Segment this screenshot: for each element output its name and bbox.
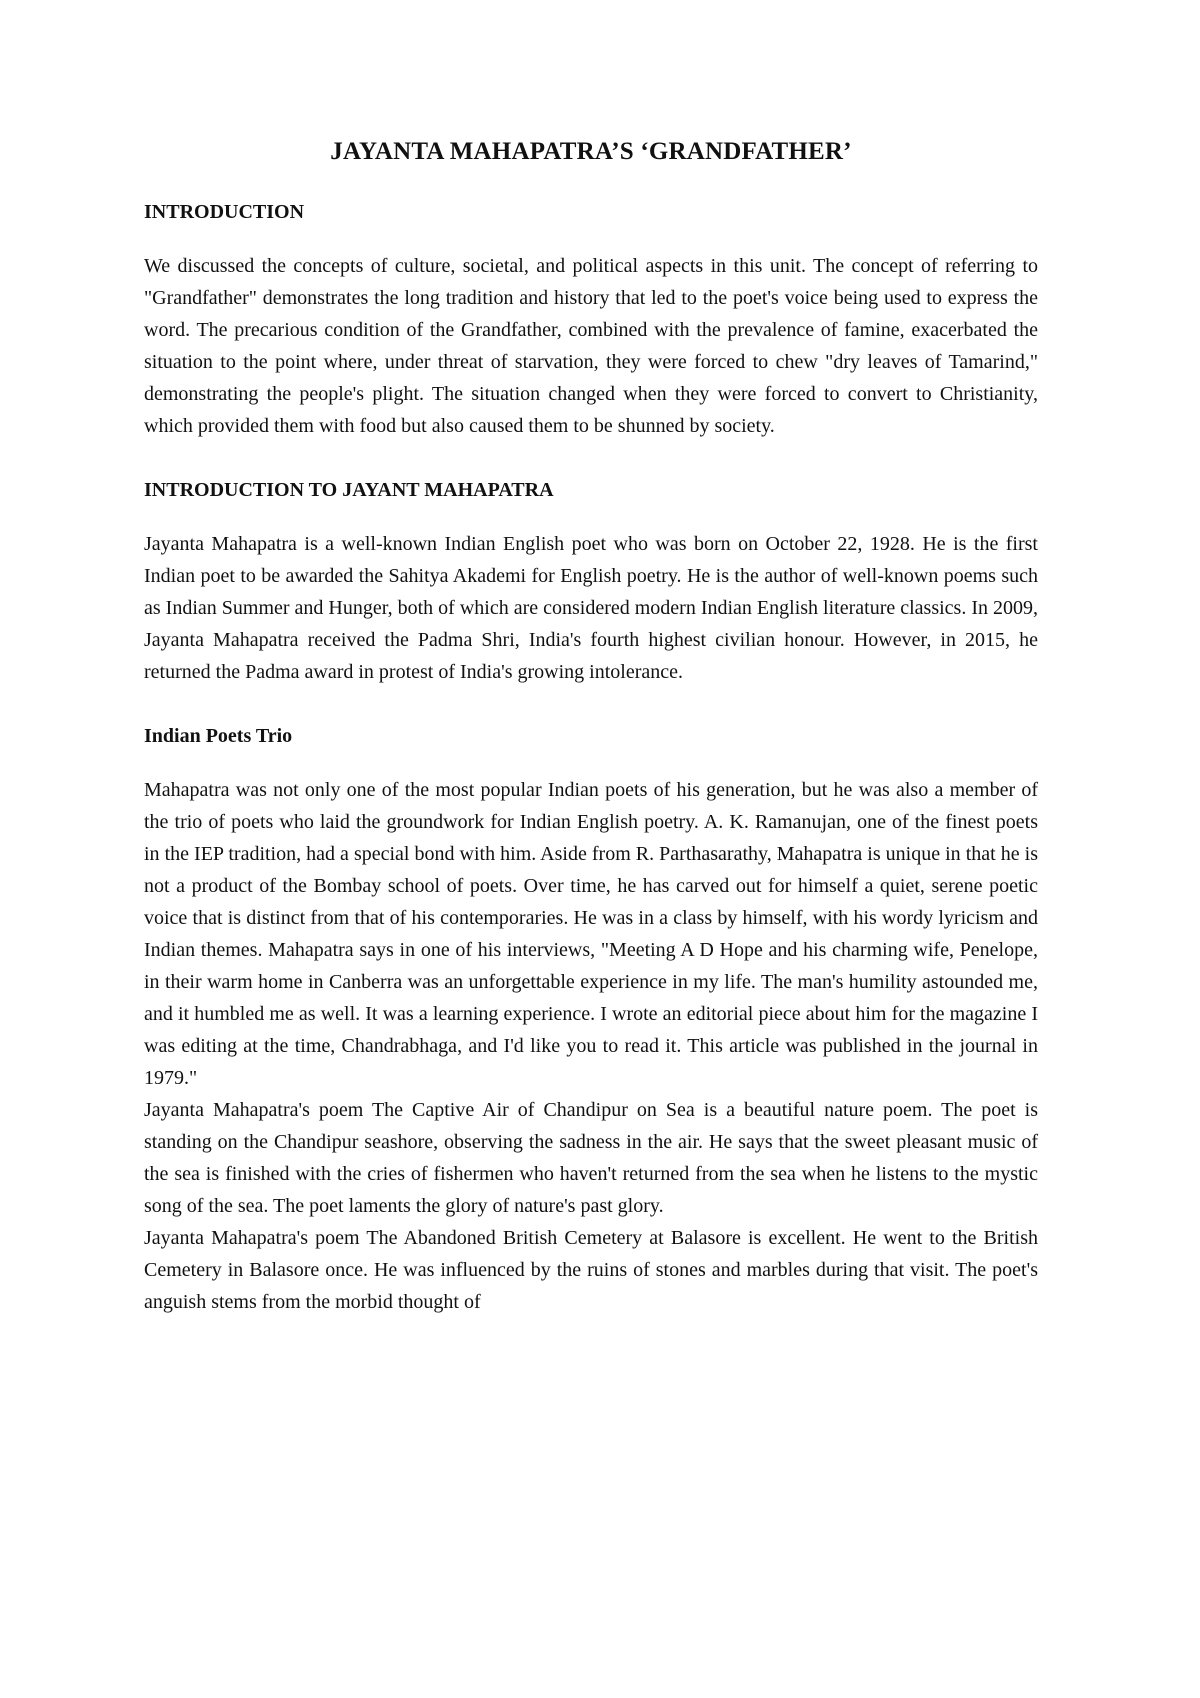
- document-title: JAYANTA MAHAPATRA’S ‘GRANDFATHER’: [330, 138, 852, 165]
- document-body: [144, 138, 1038, 1318]
- paragraph-poets-trio: Mahapatra was not only one of the most popular Indian poets of his generation, but he was also a member of the trio of poets who laid the groundwork for Indian English poetry. A. K. Ramanujan, one of the finest poets in the IEP tradition, had a special bond with him. Aside from R. Parthasarathy, Mahapatra is unique in that he is not a product of the Bombay school of poets. Over time, he has carved out for himself a quiet, serene poetic voice that is distinct from that of his contemporaries. He was in a class by himself, with his wordy lyricism and Indian themes. Mahapatra says in one of his interviews, "Meeting A D Hope and his charming wife, Penelope, in their warm home in Canberra was an unforgettable experience in my life. The man's humility astounded me, and it humbled me as well. It was a learning experience. I wrote an editorial piece about him for the magazine I was editing at the time, Chandrabhaga, and I'd like you to read it. This article was published in the journal in 1979.": [144, 779, 1038, 1089]
- section-heading-introduction: INTRODUCTION: [144, 201, 305, 223]
- paragraph-abandoned-cemetery: Jayanta Mahapatra's poem The Abandoned British Cemetery at Balasore is excellent. He went to the British Cemetery in Balasore once. He was influenced by the ruins of stones and marbles during that visit. The poet's anguish stems from the morbid thought of: [144, 1227, 1038, 1313]
- section-heading-poets-trio: Indian Poets Trio: [144, 725, 293, 747]
- section-heading-about-poet: INTRODUCTION TO JAYANT MAHAPATRA: [144, 479, 554, 501]
- paragraph-captive-air: Jayanta Mahapatra's poem The Captive Air of Chandipur on Sea is a beautiful nature poem. The poet is standing on the Chandipur seashore, observing the sadness in the air. He says that the sweet pleasant music of the sea is finished with the cries of fishermen who haven't returned from the sea when he listens to the mystic song of the sea. The poet laments the glory of nature's past glory.: [144, 1099, 1038, 1217]
- paragraph-about-poet: Jayanta Mahapatra is a well-known Indian English poet who was born on October 22, 1928. He is the first Indian poet to be awarded the Sahitya Akademi for English poetry. He is the author of well-known poems such as Indian Summer and Hunger, both of which are considered modern Indian English literature classics. In 2009, Jayanta Mahapatra received the Padma Shri, India's fourth highest civilian honour. However, in 2015, he returned the Padma award in protest of India's growing intolerance.: [144, 533, 1038, 683]
- paragraph-introduction: We discussed the concepts of culture, societal, and political aspects in this unit. The concept of referring to "Grandfather" demonstrates the long tradition and history that led to the poet's voice being used to express the word. The precarious condition of the Grandfather, combined with the prevalence of famine, exacerbated the situation to the point where, under threat of starvation, they were forced to chew "dry leaves of Tamarind," demonstrating the people's plight. The situation changed when they were forced to convert to Christianity, which provided them with food but also caused them to be shunned by society.: [144, 255, 1038, 437]
